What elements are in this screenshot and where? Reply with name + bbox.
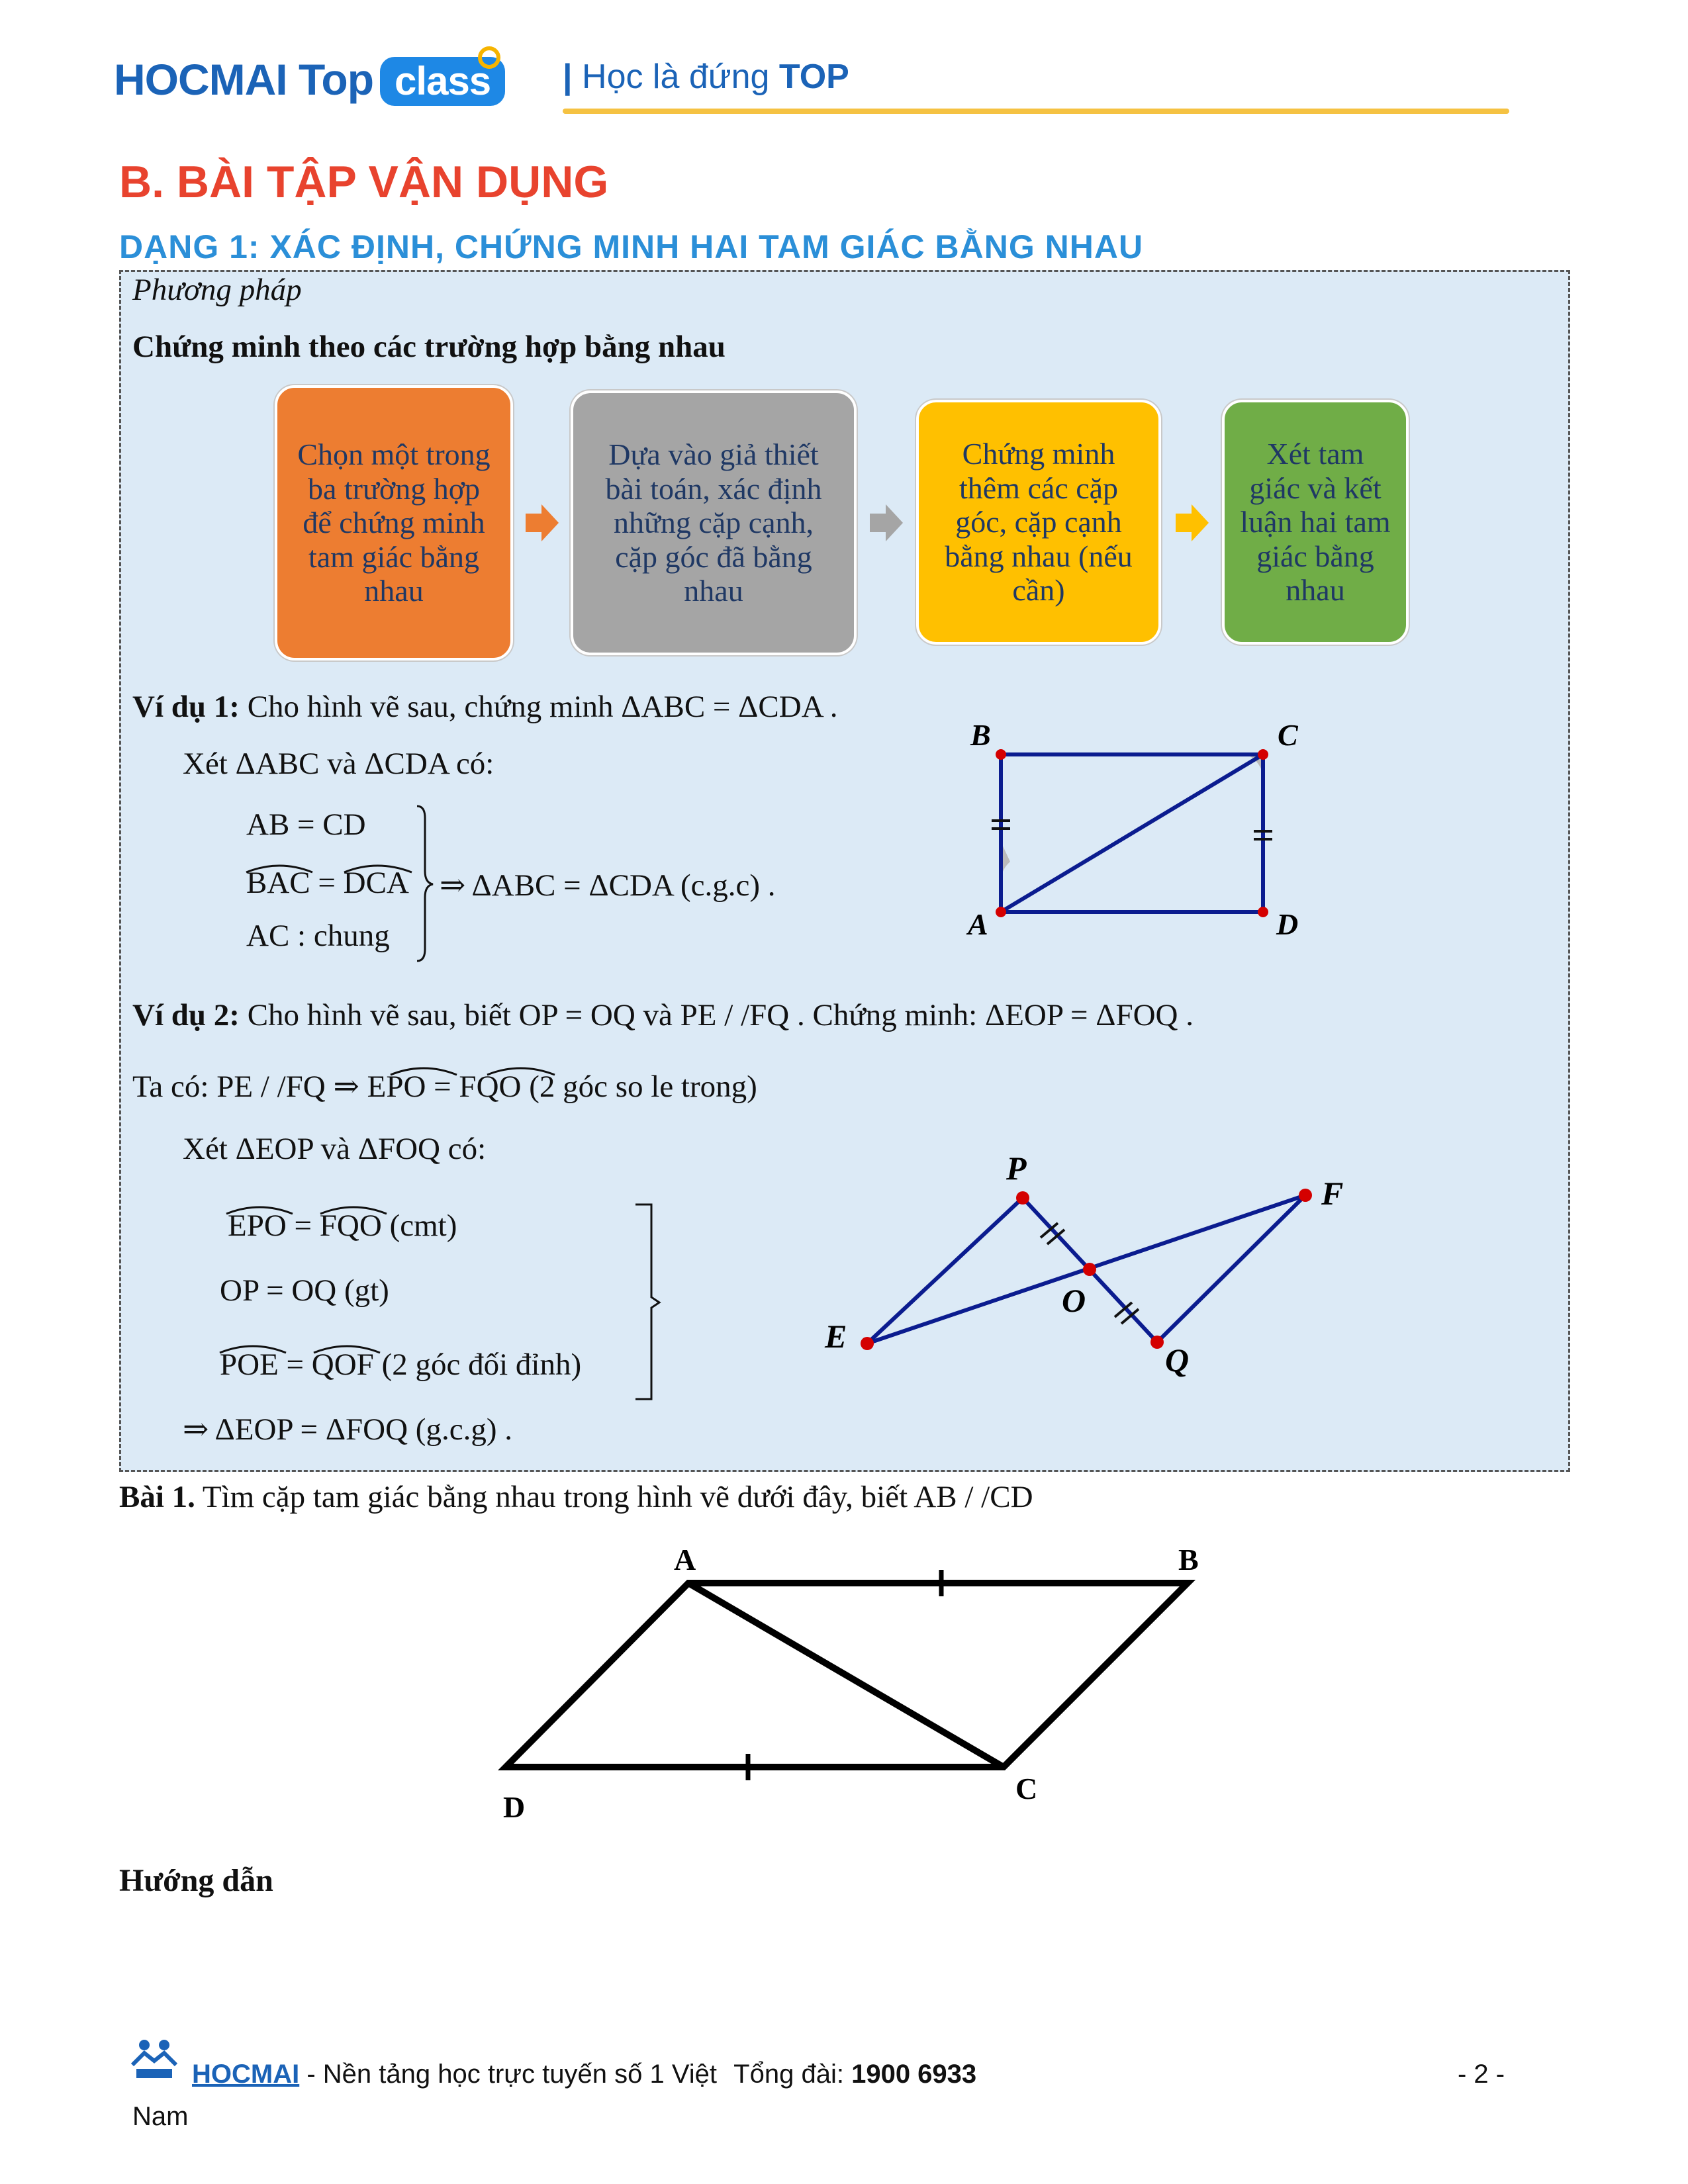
label-d: D	[1276, 907, 1299, 941]
flow-step-4-text: Xét tam giác và kết luận hai tam giác bằng nhau	[1240, 437, 1391, 608]
label-a: A	[968, 907, 988, 941]
figure-abcd-parallelogram	[477, 1542, 1231, 1833]
huong-dan-heading: Hướng dẫn	[119, 1863, 273, 1898]
point-f	[1299, 1189, 1312, 1202]
brand-class: class	[380, 57, 505, 106]
footer-brand-link[interactable]: HOCMAI	[192, 2060, 300, 2089]
angle-hat-marks	[218, 1340, 391, 1355]
point-d	[1258, 907, 1268, 917]
label-b: B	[970, 721, 991, 752]
label-p: P	[1006, 1150, 1027, 1187]
bai1-line	[119, 1479, 1033, 1516]
method-heading: Chứng minh theo các trường hợp bằng nhau	[132, 330, 726, 364]
slogan-text: Học là đứng	[582, 58, 770, 96]
angle-hat-marks	[245, 859, 424, 875]
brand-main: HOCMAI Top	[114, 55, 374, 104]
point-a	[996, 907, 1006, 917]
label-f: F	[1321, 1175, 1344, 1212]
slogan-top: TOP	[778, 58, 849, 96]
vd2-result: ⇒ ΔEOP = ΔFOQ (g.c.g) .	[183, 1412, 512, 1447]
bracket-icon	[633, 1203, 666, 1402]
flow-step-2	[571, 390, 857, 655]
label-e: E	[825, 1318, 847, 1355]
vd1-line	[132, 688, 838, 725]
point-o	[1083, 1263, 1096, 1276]
vd2-label: Ví dụ 2:	[132, 998, 240, 1032]
flow-step-1	[275, 385, 513, 660]
vd1-eq-1: AB = CD	[246, 807, 366, 842]
vd2-text: Cho hình vẽ sau, biết OP = OQ và PE / /FQ . Chứng minh: ΔEOP = ΔFOQ .	[247, 998, 1194, 1032]
section-title: B. BÀI TẬP VẬN DỤNG	[119, 157, 609, 207]
footer-line	[192, 2060, 976, 2089]
header-divider	[563, 109, 1509, 114]
bai1-label: Bài 1.	[119, 1480, 195, 1514]
point-b	[996, 749, 1006, 760]
vd2-eq-1: EPO = FQO (cmt)	[228, 1208, 457, 1243]
flow-step-1-text: Chọn một trong ba trường hợp để chứng minh tam giác bằng nhau	[297, 437, 491, 608]
label-d: D	[503, 1790, 526, 1824]
figure-abcd-rectangle	[953, 721, 1324, 946]
footer-hotline: 1900 6933	[851, 2060, 977, 2089]
label-o: O	[1062, 1282, 1086, 1319]
footer-wrap-text: Nam	[132, 2102, 189, 2131]
footer-tagline: - Nền tảng học trực tuyến số 1 Việt	[299, 2060, 718, 2089]
vd2-eq-3: POE = QOF (2 góc đối đỉnh)	[220, 1347, 582, 1382]
label-b: B	[1178, 1543, 1199, 1576]
label-c: C	[1015, 1772, 1038, 1805]
flow-step-4	[1222, 400, 1409, 645]
slogan-bar: |	[563, 58, 573, 96]
point-c	[1258, 749, 1268, 760]
vd1-eq-2: BAC = DCA	[246, 866, 409, 900]
flow-step-2-text: Dựa vào giả thiết bài toán, xác định những cặp cạnh, cặp góc đã bằng nhau	[605, 437, 822, 608]
label-c: C	[1278, 721, 1298, 752]
page-number: - 2 -	[1458, 2060, 1505, 2089]
vd1-label: Ví dụ 1:	[132, 690, 240, 724]
label-a: A	[674, 1543, 696, 1576]
vd1-result: ⇒ ΔABC = ΔCDA (c.g.c) .	[440, 868, 776, 903]
vd2-line	[132, 997, 1194, 1034]
brand-logo	[114, 54, 505, 106]
vd2-eq-2: OP = OQ (gt)	[220, 1273, 389, 1308]
vd2-consider: Xét ΔEOP và ΔFOQ có:	[183, 1132, 487, 1166]
sun-icon	[478, 46, 500, 69]
point-q	[1150, 1336, 1164, 1349]
bai1-text: Tìm cặp tam giác bằng nhau trong hình vẽ dưới đây, biết AB / /CD	[202, 1480, 1033, 1514]
vd1-text: Cho hình vẽ sau, chứng minh ΔABC = ΔCDA .	[247, 690, 838, 724]
brace-icon	[416, 805, 436, 964]
method-label: Phương pháp	[132, 273, 302, 307]
hocmai-logo-icon	[130, 2038, 179, 2082]
angle-hat-marks	[389, 1062, 561, 1077]
dang-title: DẠNG 1: XÁC ĐỊNH, CHỨNG MINH HAI TAM GIÁC BẰNG NHAU	[119, 228, 1144, 265]
label-q: Q	[1165, 1342, 1190, 1379]
point-e	[861, 1337, 874, 1350]
arrow-right-icon	[524, 503, 561, 543]
point-p	[1016, 1191, 1029, 1205]
angle-hat-marks	[225, 1201, 397, 1216]
flow-step-3	[916, 400, 1161, 645]
slogan	[563, 57, 849, 97]
footer-hotline-label: Tổng đài:	[733, 2060, 844, 2089]
vd2-taco: Ta có: PE / /FQ ⇒ EPO = FQO (2 góc so le trong)	[132, 1069, 757, 1104]
flow-step-3-text: Chứng minh thêm các cặp góc, cặp cạnh bằng nhau (nếu cần)	[945, 437, 1133, 608]
figure-eopq	[808, 1145, 1377, 1383]
arrow-right-icon	[868, 503, 906, 543]
vd1-eq-3: AC : chung	[246, 919, 390, 953]
vd1-consider: Xét ΔABC và ΔCDA có:	[183, 747, 494, 781]
arrow-right-icon	[1174, 503, 1211, 543]
